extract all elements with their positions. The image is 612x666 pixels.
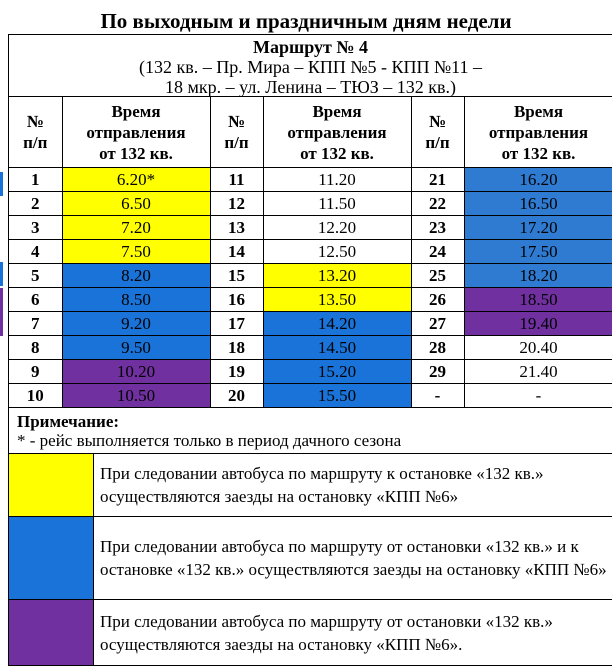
trip-number-cell: 15	[210, 264, 263, 288]
table-row	[9, 360, 612, 384]
departure-time-cell: 6.50	[62, 192, 210, 216]
column-header-time: Время отправления от 132 кв.	[62, 97, 210, 168]
departure-time-cell: 12.20	[263, 216, 411, 240]
departure-time-cell: 6.20*	[62, 168, 210, 192]
trip-number-cell: 26	[411, 288, 464, 312]
trip-number-cell: -	[411, 384, 464, 408]
trip-number-cell: 4	[9, 240, 62, 264]
trip-number-cell: 27	[411, 312, 464, 336]
departure-time-cell: 15.20	[263, 360, 411, 384]
trip-number-cell: 18	[210, 336, 263, 360]
departure-time-cell: 9.50	[62, 336, 210, 360]
route-path-line2: 18 мкр. – ул. Ленина – ТЮЗ – 132 кв.)	[164, 77, 457, 97]
trip-number-cell: 3	[9, 216, 62, 240]
trip-number-cell: 28	[411, 336, 464, 360]
trip-number-cell: 23	[411, 216, 464, 240]
departure-time-cell: 7.50	[62, 240, 210, 264]
page-title: По выходным и праздничным дням недели	[100, 9, 512, 33]
table-row	[9, 264, 612, 288]
legend-row-blue	[9, 517, 612, 600]
trip-number-cell: 29	[411, 360, 464, 384]
edge-strip-blue	[0, 262, 3, 286]
trip-number-cell: 6	[9, 288, 62, 312]
departure-time-cell: 10.20	[62, 360, 210, 384]
departure-time-cell: 13.20	[263, 264, 411, 288]
departure-time-cell: 20.40	[464, 336, 612, 360]
trip-number-cell: 8	[9, 336, 62, 360]
departure-time-cell: 18.20	[464, 264, 612, 288]
table-row	[9, 384, 612, 408]
legend-row-yellow	[9, 454, 612, 517]
departure-time-cell: 19.40	[464, 312, 612, 336]
table-header-row	[9, 97, 612, 168]
trip-number-cell: 1	[9, 168, 62, 192]
table-row	[9, 240, 612, 264]
table-row	[9, 312, 612, 336]
departure-time-cell: 11.20	[263, 168, 411, 192]
trip-number-cell: 13	[210, 216, 263, 240]
trip-number-cell: 25	[411, 264, 464, 288]
schedule-table	[9, 97, 612, 408]
note-title: Примечание:	[17, 412, 120, 431]
column-header-number: № п/п	[9, 97, 62, 168]
departure-time-cell: 11.50	[263, 192, 411, 216]
table-row	[9, 288, 612, 312]
legend-text-blue: При следовании автобуса по маршруту от остановки «132 кв.» и к остановке «132 кв.» осуществляются заезды на остановку «КПП №6»	[100, 537, 607, 579]
trip-number-cell: 19	[210, 360, 263, 384]
trip-number-cell: 9	[9, 360, 62, 384]
trip-number-cell: 10	[9, 384, 62, 408]
trip-number-cell: 5	[9, 264, 62, 288]
departure-time-cell: 14.50	[263, 336, 411, 360]
route-header	[9, 35, 612, 97]
departure-time-cell: 8.50	[62, 288, 210, 312]
column-header-time: Время отправления от 132 кв.	[263, 97, 411, 168]
route-name: Маршрут № 4	[253, 37, 368, 57]
note-text: * - рейс выполняется только в период дачного сезона	[17, 431, 402, 450]
legend-text-purple: При следовании автобуса по маршруту от остановки «132 кв.» осуществляются заезды на остановку «КПП №6».	[100, 611, 553, 654]
table-row	[9, 168, 612, 192]
departure-time-cell: 16.50	[464, 192, 612, 216]
departure-time-cell: 7.20	[62, 216, 210, 240]
legend-swatch-yellow	[9, 454, 94, 516]
column-header-number: № п/п	[210, 97, 263, 168]
table-row	[9, 336, 612, 360]
column-header-number: № п/п	[411, 97, 464, 168]
edge-strip-blue	[0, 172, 3, 196]
departure-time-cell: 9.20	[62, 312, 210, 336]
legend-row-purple	[9, 600, 612, 666]
trip-number-cell: 16	[210, 288, 263, 312]
departure-time-cell: 13.50	[263, 288, 411, 312]
column-header-time: Время отправления от 132 кв.	[464, 97, 612, 168]
legend-swatch-purple	[9, 600, 94, 665]
trip-number-cell: 2	[9, 192, 62, 216]
departure-time-cell: 18.50	[464, 288, 612, 312]
trip-number-cell: 21	[411, 168, 464, 192]
trip-number-cell: 12	[210, 192, 263, 216]
edge-strip-purple	[0, 288, 3, 336]
departure-time-cell: 15.50	[263, 384, 411, 408]
table-row	[9, 216, 612, 240]
table-row	[9, 192, 612, 216]
trip-number-cell: 7	[9, 312, 62, 336]
legend-swatch-blue	[9, 517, 94, 599]
trip-number-cell: 22	[411, 192, 464, 216]
departure-time-cell: 17.20	[464, 216, 612, 240]
legend-text-yellow: При следовании автобуса по маршруту к остановке «132 кв.» осуществляются заезды на остановку «КПП №6»	[100, 464, 544, 506]
departure-time-cell: -	[464, 384, 612, 408]
trip-number-cell: 11	[210, 168, 263, 192]
departure-time-cell: 21.40	[464, 360, 612, 384]
note-section	[9, 408, 612, 454]
departure-time-cell: 14.20	[263, 312, 411, 336]
departure-time-cell: 10.50	[62, 384, 210, 408]
trip-number-cell: 17	[210, 312, 263, 336]
schedule-sheet	[8, 34, 612, 666]
departure-time-cell: 12.50	[263, 240, 411, 264]
departure-time-cell: 17.50	[464, 240, 612, 264]
trip-number-cell: 20	[210, 384, 263, 408]
trip-number-cell: 24	[411, 240, 464, 264]
trip-number-cell: 14	[210, 240, 263, 264]
departure-time-cell: 8.20	[62, 264, 210, 288]
route-path-line1: (132 кв. – Пр. Мира – КПП №5 - КПП №11 –	[138, 57, 483, 77]
departure-time-cell: 16.20	[464, 168, 612, 192]
